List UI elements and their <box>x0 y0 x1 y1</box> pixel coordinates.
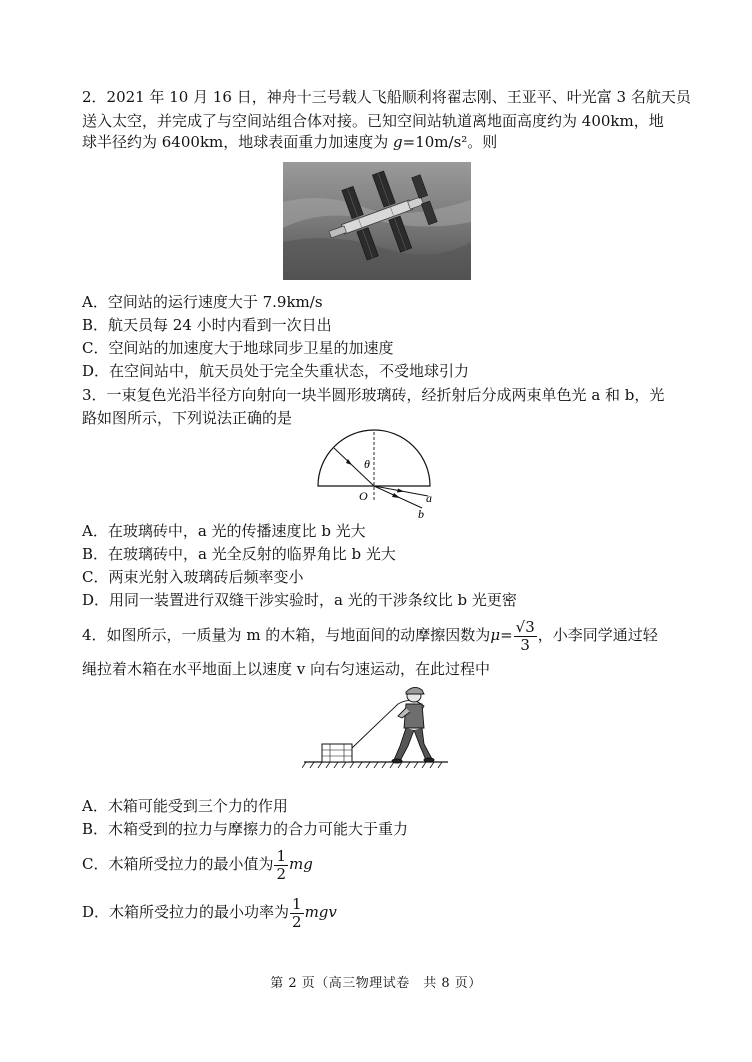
ray-a-arrow <box>397 489 404 493</box>
ray-b-label: b <box>418 507 424 520</box>
q3-line-1: 3．一束复色光沿半径方向射向一块半圆形玻璃砖，经折射后分成两束单色光 a 和 b，光 <box>82 386 665 404</box>
q2-line-3-post: =10m/s²。则 <box>402 133 498 151</box>
q4-option-c <box>82 842 313 886</box>
q2-option-d: D．在空间站中，航天员处于完全失重状态，不受地球引力 <box>82 362 470 380</box>
q4-option-c-pre: C．木箱所受拉力的最小值为 <box>82 855 274 873</box>
q4-option-c-post: mg <box>289 855 313 873</box>
q2-line-3-pre: 球半径约为 6400km，地球表面重力加速度为 <box>82 133 394 151</box>
semicircle-refraction-diagram <box>312 428 442 520</box>
q2-option-a: A．空间站的运行速度大于 7.9km/s <box>82 293 323 311</box>
q4-option-d-fraction <box>290 894 304 931</box>
q3-option-c: C．两束光射入玻璃砖后频率变小 <box>82 568 304 586</box>
q2-line-3 <box>82 131 497 153</box>
wooden-box <box>322 744 352 762</box>
mu-symbol: μ <box>490 626 501 644</box>
person <box>392 687 434 763</box>
q4-option-d-post: mgv <box>304 903 337 921</box>
q2-option-c: C．空间站的加速度大于地球同步卫星的加速度 <box>82 339 394 357</box>
q4-line-1-pre: 4．如图所示，一质量为 m 的木箱，与地面间的动摩擦因数为 <box>82 626 491 644</box>
ray-b-arrow <box>392 493 400 498</box>
q4-option-d-denominator: 2 <box>292 912 302 931</box>
q4-option-d-pre: D．木箱所受拉力的最小功率为 <box>82 903 290 921</box>
origin-label: O <box>359 489 368 503</box>
mu-fraction <box>514 617 537 654</box>
q4-option-b: B．木箱受到的拉力与摩擦力的合力可能大于重力 <box>82 820 409 838</box>
ray-a-label: a <box>426 491 432 505</box>
q3-option-a: A．在玻璃砖中，a 光的传播速度比 b 光大 <box>82 522 366 540</box>
q3-option-d: D．用同一装置进行双缝干涉实验时，a 光的干涉条纹比 b 光更密 <box>82 591 517 609</box>
theta-label: θ <box>364 457 370 471</box>
q4-option-a: A．木箱可能受到三个力的作用 <box>82 797 288 815</box>
mu-equals: = <box>500 626 513 644</box>
ground-hatching <box>302 762 442 768</box>
q2-option-b: B．航天员每 24 小时内看到一次日出 <box>82 316 332 334</box>
space-station-photo <box>283 162 471 280</box>
q3-line-2: 路如图所示，下列说法正确的是 <box>82 409 293 427</box>
q4-line-1-post: ，小李同学通过轻 <box>537 626 658 644</box>
q4-option-c-numerator: 1 <box>276 846 287 865</box>
q2-gravity-symbol: g <box>393 133 403 151</box>
q2-line-1: 2．2021 年 10 月 16 日，神舟十三号载人飞船顺利将翟志刚、王亚平、叶光富 3 名航天员 <box>82 88 691 106</box>
q3-option-b: B．在玻璃砖中，a 光全反射的临界角比 b 光大 <box>82 545 396 563</box>
pulling-box-diagram <box>302 682 452 772</box>
q4-line-1 <box>82 616 658 654</box>
mu-denominator: 3 <box>520 635 530 654</box>
q4-option-c-denominator: 2 <box>276 864 287 883</box>
q4-line-2: 绳拉着木箱在水平地面上以速度 v 向右匀速运动，在此过程中 <box>82 660 491 678</box>
page-footer: 第 2 页（高三物理试卷 共 8 页） <box>270 976 482 991</box>
q2-line-2: 送入太空，并完成了与空间站组合体对接。已知空间站轨道离地面高度约为 400km，地 <box>82 112 664 130</box>
q4-option-d <box>82 890 337 934</box>
q4-option-c-fraction <box>274 846 288 883</box>
mu-numerator: √3 <box>515 617 535 636</box>
q4-option-d-numerator: 1 <box>292 894 302 913</box>
